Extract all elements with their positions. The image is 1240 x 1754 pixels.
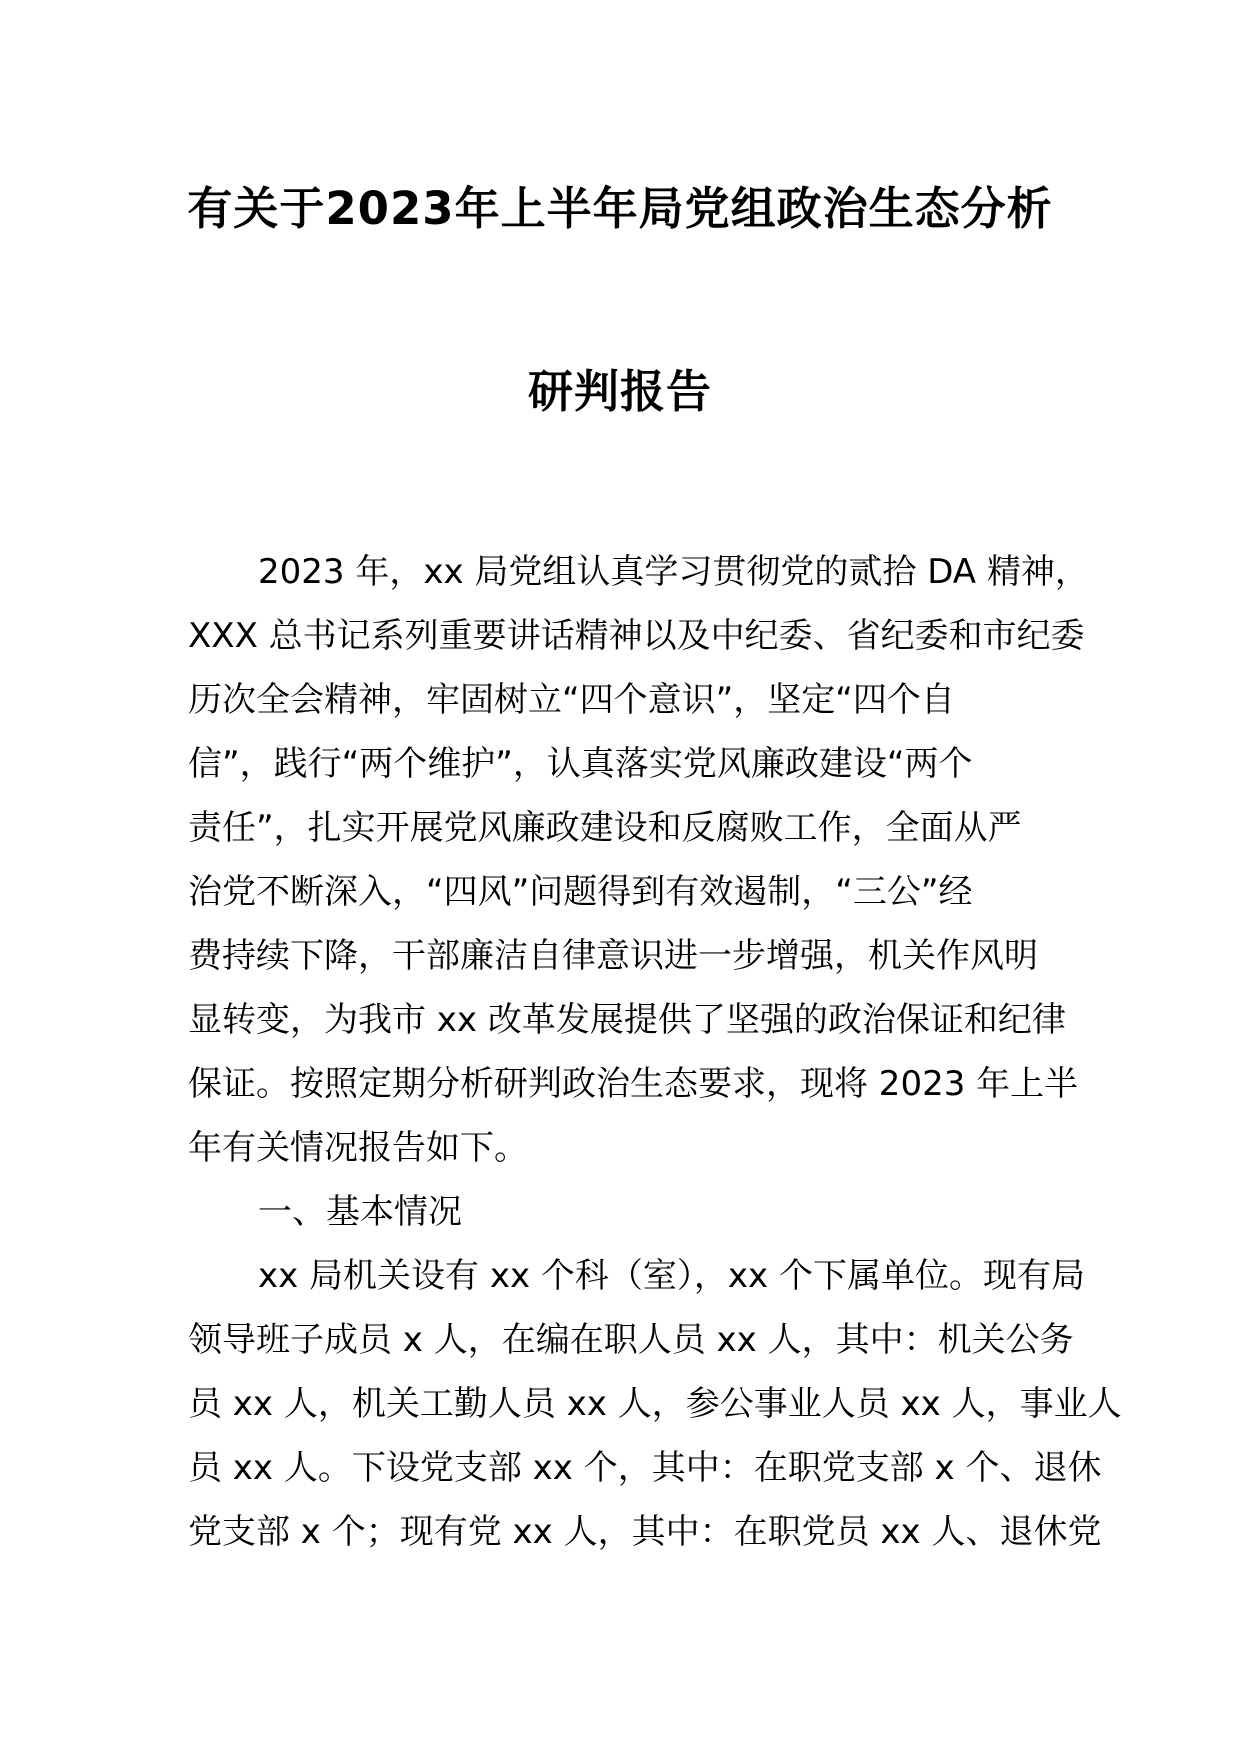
paragraph-line: 治党不断深入，“四风”问题得到有效遏制，“三公”经 bbox=[188, 872, 973, 912]
paragraph-line: XXX 总书记系列重要讲话精神以及中纪委、省纪委和市纪委 bbox=[188, 616, 1085, 656]
paragraph-line: 2023 年，xx 局党组认真学习贯彻党的贰拾 DA 精神， bbox=[258, 552, 1089, 592]
paragraph-line: 领导班子成员 x 人，在编在职人员 xx 人，其中：机关公务 bbox=[188, 1320, 1074, 1360]
paragraph-basic-info bbox=[188, 1244, 1122, 1564]
paragraph-line: xx 局机关设有 xx 个科（室），xx 个下属单位。现有局 bbox=[258, 1256, 1085, 1296]
paragraph-line: 保证。按照定期分析研判政治生态要求，现将 2023 年上半 bbox=[188, 1064, 1079, 1104]
document-title-line-2: 研判报告 bbox=[527, 365, 712, 418]
paragraph-intro bbox=[188, 540, 1089, 1180]
document-title-line-1: 有关于2023年上半年局党组政治生态分析 bbox=[187, 182, 1053, 235]
paragraph-line: 年有关情况报告如下。 bbox=[188, 1128, 528, 1168]
paragraph-line: 费持续下降，干部廉洁自律意识进一步增强，机关作风明 bbox=[188, 936, 1038, 976]
paragraph-line: 党支部 x 个；现有党 xx 人，其中：在职党员 xx 人、退休党 bbox=[188, 1512, 1102, 1552]
paragraph-line: 员 xx 人，机关工勤人员 xx 人，参公事业人员 xx 人，事业人 bbox=[188, 1384, 1122, 1424]
paragraph-line: 显转变，为我市 xx 改革发展提供了坚强的政治保证和纪律 bbox=[188, 1000, 1066, 1040]
paragraph-line: 责任”，扎实开展党风廉政建设和反腐败工作，全面从严 bbox=[188, 808, 1022, 848]
section-heading: 一、基本情况 bbox=[258, 1192, 462, 1232]
paragraph-line: 历次全会精神，牢固树立“四个意识”，坚定“四个自 bbox=[188, 680, 955, 720]
section-heading-basic-info bbox=[188, 1180, 1068, 1244]
paragraph-line: 信”，践行“两个维护”，认真落实党风廉政建设“两个 bbox=[188, 744, 973, 784]
paragraph-line: 员 xx 人。下设党支部 xx 个，其中：在职党支部 x 个、退休 bbox=[188, 1448, 1102, 1488]
